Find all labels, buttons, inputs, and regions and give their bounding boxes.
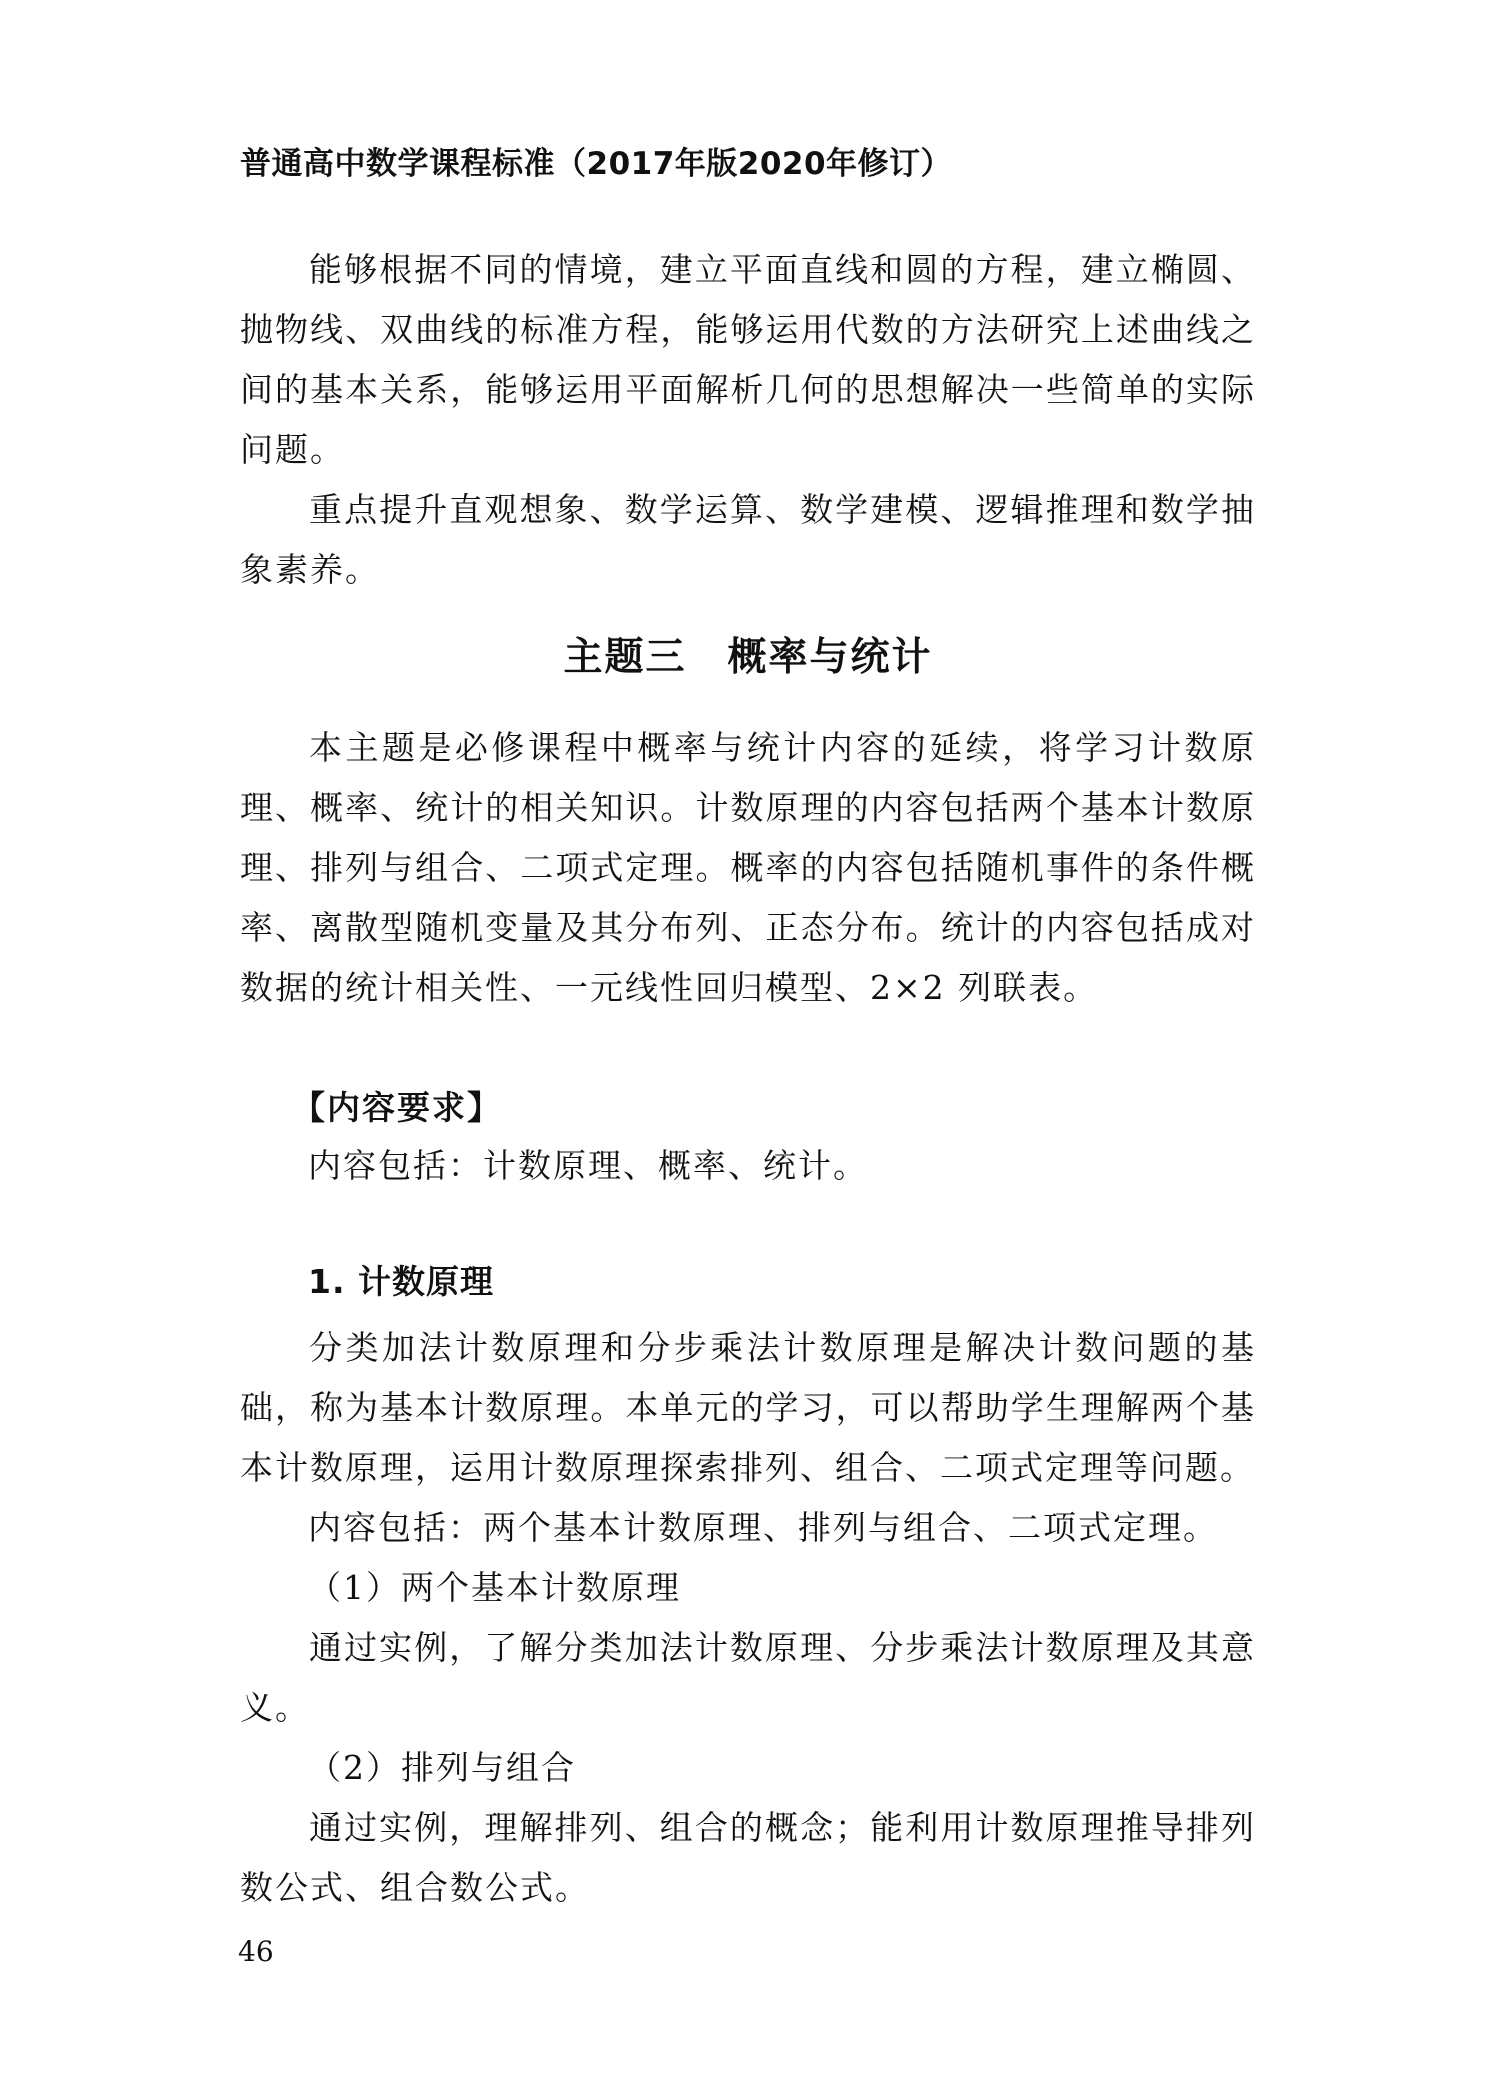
page-number: 46: [238, 1935, 274, 1968]
unit-heading: 1. 计数原理: [308, 1262, 494, 1301]
item-2-title: （2）排列与组合: [308, 1748, 576, 1787]
item-1-title: （1）两个基本计数原理: [308, 1568, 681, 1607]
section-title: 主题三 概率与统计: [563, 635, 933, 680]
intro-paragraph-2: 重点提升直观想象、数学运算、数学建模、逻辑推理和数学抽象素养。: [240, 490, 1256, 589]
content-requirements-heading: 【内容要求】: [292, 1088, 502, 1127]
section-overview: 本主题是必修课程中概率与统计内容的延续，将学习计数原理、概率、统计的相关知识。计数原理的内容包括两个基本计数原理、排列与组合、二项式定理。概率的内容包括随机事件的条件概率、离散型随机变量及其分布列、正态分布。统计的内容包括成对数据的统计相关性、一元线性回归模型、2×2 列联表。: [240, 728, 1256, 1007]
intro-paragraph-1: 能够根据不同的情境，建立平面直线和圆的方程，建立椭圆、抛物线、双曲线的标准方程，能够运用代数的方法研究上述曲线之间的基本关系，能够运用平面解析几何的思想解决一些简单的实际问题。: [240, 250, 1256, 469]
unit-paragraph-2: 内容包括：两个基本计数原理、排列与组合、二项式定理。: [308, 1508, 1218, 1547]
item-2-text: 通过实例，理解排列、组合的概念；能利用计数原理推导排列数公式、组合数公式。: [240, 1808, 1256, 1907]
item-1-text: 通过实例，了解分类加法计数原理、分步乘法计数原理及其意义。: [240, 1628, 1256, 1727]
content-summary: 内容包括：计数原理、概率、统计。: [308, 1146, 868, 1185]
unit-paragraph-1: 分类加法计数原理和分步乘法计数原理是解决计数问题的基础，称为基本计数原理。本单元的学习，可以帮助学生理解两个基本计数原理，运用计数原理探索排列、组合、二项式定理等问题。: [240, 1328, 1256, 1487]
running-header: 普通高中数学课程标准（2017年版2020年修订）: [240, 146, 953, 182]
